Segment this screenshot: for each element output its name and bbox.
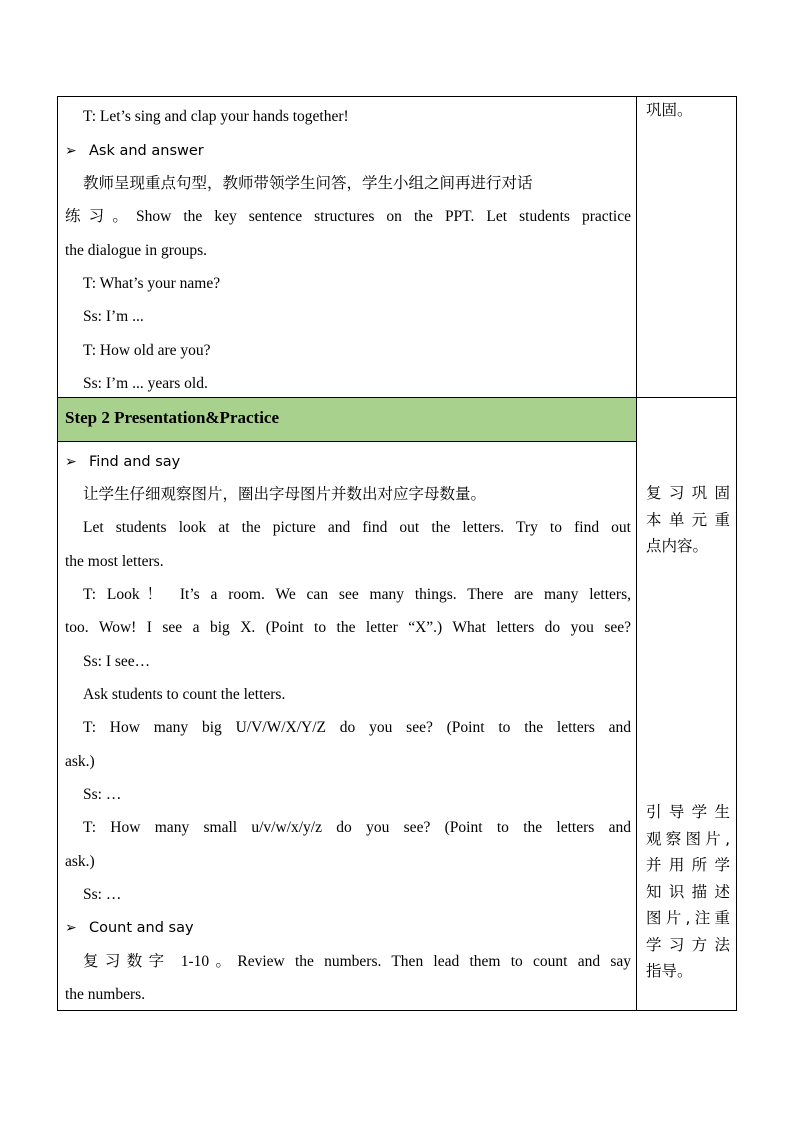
- students-line: Ss: I see…: [83, 653, 151, 670]
- arrow-bullet-icon: ➢: [65, 920, 77, 936]
- arrow-bullet-icon: ➢: [65, 143, 77, 159]
- count-say-line: 复习数字 1-10。Review the numbers. Then lead them to count and say: [83, 953, 631, 970]
- ask-answer-line2: 练习。Show the key sentence structures on the PPT. Let students practice: [65, 208, 631, 225]
- bullet-label: Ask and answer: [89, 143, 204, 159]
- teacher-line: T: Look！ It’s a room. We can see many things. There are many letters,: [83, 586, 631, 603]
- teacher-line: ask.): [65, 753, 95, 770]
- dialogue-line: T: How old are you?: [83, 342, 211, 359]
- dialogue-line: T: What’s your name?: [83, 275, 221, 292]
- bullet-find-say: [65, 452, 180, 470]
- dialogue-line: Ss: I’m ...: [83, 308, 144, 325]
- teacher-line: T: How many big U/V/W/X/Y/Z do you see? (Point to the letters and: [83, 719, 631, 736]
- instruction-line: Ask students to count the letters.: [83, 686, 286, 703]
- bullet-label: Find and say: [89, 454, 181, 470]
- dialogue-line: Ss: I’m ... years old.: [83, 375, 208, 392]
- find-say-en: the most letters.: [65, 553, 164, 570]
- students-line: Ss: …: [83, 886, 122, 903]
- ask-answer-line3: the dialogue in groups.: [65, 242, 208, 259]
- header-divider: [58, 441, 636, 442]
- find-say-en: Let students look at the picture and find out the letters. Try to find out: [83, 519, 631, 536]
- teacher-line-sing: T: Let’s sing and clap your hands together!: [83, 108, 349, 125]
- students-line: Ss: …: [83, 786, 122, 803]
- count-say-line: the numbers.: [65, 986, 146, 1003]
- note-review: 复习巩固 本单元重 点内容。: [646, 484, 730, 555]
- bullet-ask-answer: [65, 141, 204, 159]
- column-divider: [636, 97, 637, 1010]
- note-guide: 引导学生 观察图片, 并用所学 知识描述 图片,注重 学习方法 指导。: [646, 803, 730, 980]
- find-say-cn: 让学生仔细观察图片，圈出字母图片并数出对应字母数量。: [83, 486, 487, 503]
- bullet-label: Count and say: [89, 920, 194, 936]
- step-header: [58, 398, 636, 441]
- arrow-bullet-icon: ➢: [65, 454, 77, 470]
- lesson-plan-table: [57, 96, 737, 1011]
- note-top: 巩固。: [646, 101, 693, 119]
- bullet-count-say: [65, 918, 194, 936]
- step-title: Step 2 Presentation&Practice: [65, 408, 280, 427]
- teacher-line: T: How many small u/v/w/x/y/z do you see? (Point to the letters and: [83, 819, 631, 836]
- teacher-line: too. Wow! I see a big X. (Point to the letter “X”.) What letters do you see?: [65, 619, 631, 636]
- ask-answer-cn: 教师呈现重点句型，教师带领学生问答，学生小组之间再进行对话: [83, 175, 533, 192]
- teacher-line: ask.): [65, 853, 95, 870]
